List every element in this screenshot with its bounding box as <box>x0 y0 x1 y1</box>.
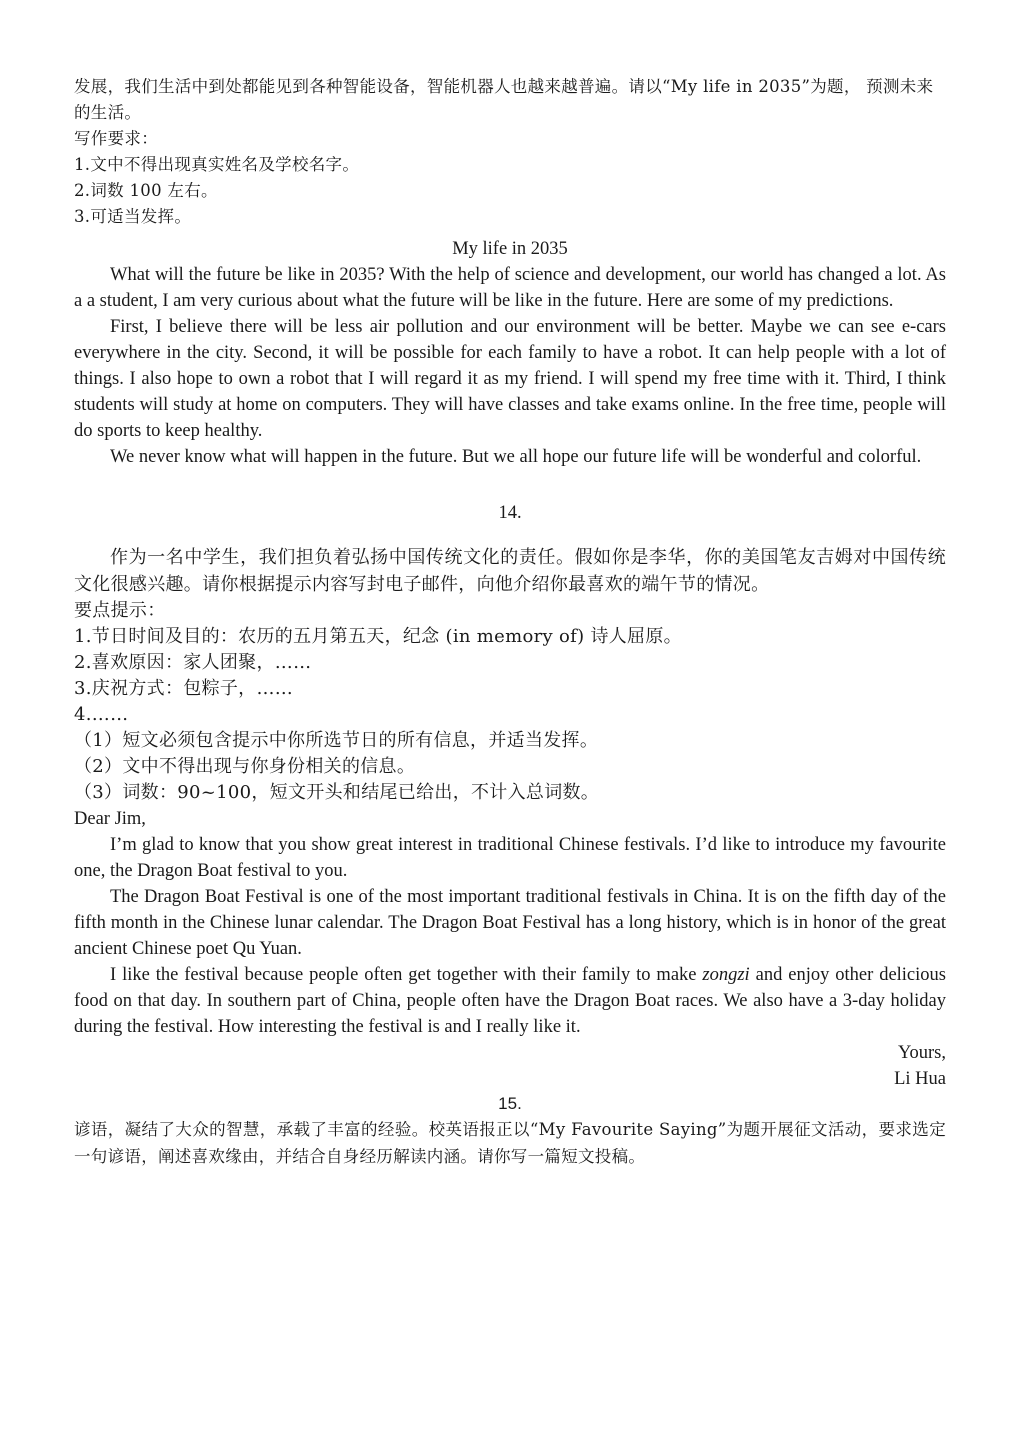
q13-essay-paragraph-3: We never know what will happen in the future. But we all hope our future life will be wonderful and colorful. <box>110 447 922 467</box>
q14-hint-1: 1.节日时间及目的：农历的五月第五天，纪念 (in memory of) 诗人屈原。 <box>74 626 682 647</box>
q14-prompt: 作为一名中学生，我们担负着弘扬中国传统文化的责任。假如你是李华，你的美国笔友吉姆对中国传统文化很感兴趣。请你根据提示内容写封电子邮件，向他介绍你最喜欢的端午节的情况。 <box>74 547 946 595</box>
q14-letter-paragraph-1: I’m glad to know that you show great interest in traditional Chinese festivals. I’d like to introduce my favourite one, the Dragon Boat festival to you. <box>74 835 946 881</box>
q14-greeting: Dear Jim, <box>74 809 146 829</box>
q14-closing: Yours, <box>898 1043 946 1063</box>
q13-prompt-line2: 的生活。 <box>74 103 142 122</box>
q14-hint-3: 3.庆祝方式：包粽子，…… <box>74 678 294 699</box>
document-page <box>74 74 946 1170</box>
q14-note-1: （1）短文必须包含提示中你所选节日的所有信息，并适当发挥。 <box>74 730 599 751</box>
q14-number: 14. <box>498 503 522 523</box>
q13-requirements-title: 写作要求： <box>74 129 158 148</box>
q14-hint-title: 要点提示： <box>74 600 166 621</box>
q14-letter-paragraph-3 <box>74 962 946 1040</box>
q15-number: 15. <box>498 1094 522 1113</box>
q13-essay-paragraph-1: What will the future be like in 2035? With the help of science and development, our world has changed a lot. As a a student, I am very curious about what the future will be like in the future. Here are some of my predictions. <box>74 265 946 311</box>
q13-essay-paragraph-2: First, I believe there will be less air pollution and our environment will be better. Maybe we can see e-cars everywhere in the city. Second, it will be possible for each family to have a robot. It can help people with a lot of things. I also hope to own a robot that I will regard it as my friend. I will spend my free time with it. Third, I think students will study at home on computers. They will have classes and take exams online. In the free time, people will do sports to keep healthy. <box>74 317 946 441</box>
q13-prompt-line1: 发展，我们生活中到处都能见到各种智能设备，智能机器人也越来越普遍。请以“My life in 2035”为题， 预测未来 <box>74 77 934 96</box>
q14-p3-part-b: and enjoy other delicious food on that day. In southern part of China, people often have the Dragon Boat races. We also have a 3-day holiday during the festival. How interesting the festival is and I really like it. <box>74 965 946 1037</box>
q14-letter-paragraph-2: The Dragon Boat Festival is one of the most important traditional festivals in China. It is on the fifth day of the fifth month in the Chinese lunar calendar. The Dragon Boat Festival has a long history, which is in honor of the great ancient Chinese poet Qu Yuan. <box>74 887 946 959</box>
q14-hint-2: 2.喜欢原因：家人团聚，…… <box>74 652 312 673</box>
q14-note-3: （3）词数：90~100，短文开头和结尾已给出，不计入总词数。 <box>74 782 600 803</box>
q13-essay-title: My life in 2035 <box>452 239 568 259</box>
q14-p3-part-a: I like the festival because people often get together with their family to make <box>110 965 703 985</box>
q14-signature: Li Hua <box>894 1069 946 1089</box>
q13-requirement-2: 2.词数 100 左右。 <box>74 181 218 200</box>
q13-requirement-3: 3.可适当发挥。 <box>74 207 192 226</box>
q14-hint-4: 4.…… <box>74 704 129 725</box>
q15-prompt: 谚语，凝结了大众的智慧，承载了丰富的经验。校英语报正以“My Favourite Saying”为题开展征文活动，要求选定一句谚语，阐述喜欢缘由，并结合自身经历解读内涵。请你写一篇短文投稿。 <box>74 1120 946 1166</box>
q14-note-2: （2）文中不得出现与你身份相关的信息。 <box>74 756 416 777</box>
q13-requirement-1: 1.文中不得出现真实姓名及学校名字。 <box>74 155 360 174</box>
q14-p3-italic-term: zongzi <box>702 965 750 985</box>
